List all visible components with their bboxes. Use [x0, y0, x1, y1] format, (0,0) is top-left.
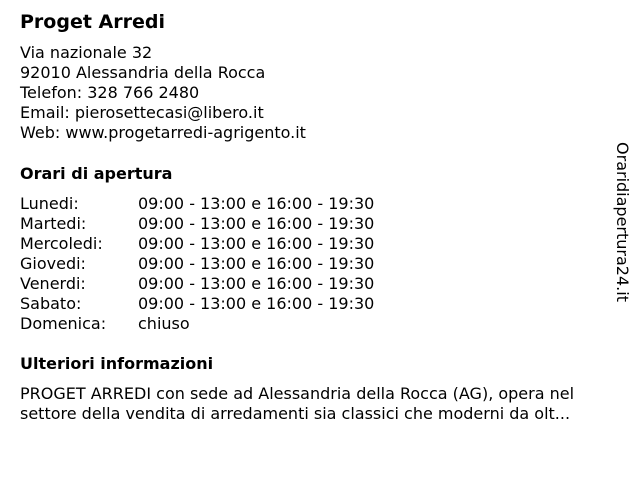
hours-row-sunday [20, 314, 374, 334]
day-label: Sabato: [20, 294, 82, 313]
hours-row-thursday [20, 254, 374, 274]
hours-row-tuesday [20, 214, 374, 234]
hours-row-wednesday [20, 234, 374, 254]
day-label: Venerdi: [20, 274, 86, 293]
day-hours: 09:00 - 13:00 e 16:00 - 19:30 [138, 194, 375, 213]
day-hours: 09:00 - 13:00 e 16:00 - 19:30 [138, 234, 375, 253]
email-line[interactable]: Email: pierosettecasi@libero.it [20, 103, 264, 122]
day-hours: 09:00 - 13:00 e 16:00 - 19:30 [138, 294, 375, 313]
address-street: Via nazionale 32 [20, 43, 153, 62]
phone-line[interactable]: Telefon: 328 766 2480 [20, 83, 200, 102]
day-hours: chiuso [138, 314, 190, 333]
day-label: Mercoledi: [20, 234, 103, 253]
hours-row-saturday [20, 294, 374, 314]
opening-hours-table [20, 194, 374, 334]
day-label: Martedi: [20, 214, 87, 233]
day-label: Lunedi: [20, 194, 79, 213]
day-hours: 09:00 - 13:00 e 16:00 - 19:30 [138, 274, 375, 293]
opening-hours-heading: Orari di apertura [20, 164, 173, 183]
business-name: Proget Arredi [20, 11, 165, 33]
additional-info-text: PROGET ARREDI con sede ad Alessandria della Rocca (AG), opera nel settore della vendita di arredamenti sia classici che moderni da olt... [20, 384, 575, 423]
hours-row-friday [20, 274, 374, 294]
day-hours: 09:00 - 13:00 e 16:00 - 19:30 [138, 254, 375, 273]
address-city: 92010 Alessandria della Rocca [20, 63, 266, 82]
hours-row-monday [20, 194, 374, 214]
additional-info-heading: Ulteriori informazioni [20, 354, 214, 373]
day-hours: 09:00 - 13:00 e 16:00 - 19:30 [138, 214, 375, 233]
web-line[interactable]: Web: www.progetarredi-agrigento.it [20, 123, 306, 142]
brand-watermark: Oraridiapertura24.it [613, 142, 632, 302]
day-label: Giovedi: [20, 254, 86, 273]
contact-block [20, 43, 306, 143]
day-label: Domenica: [20, 314, 107, 333]
